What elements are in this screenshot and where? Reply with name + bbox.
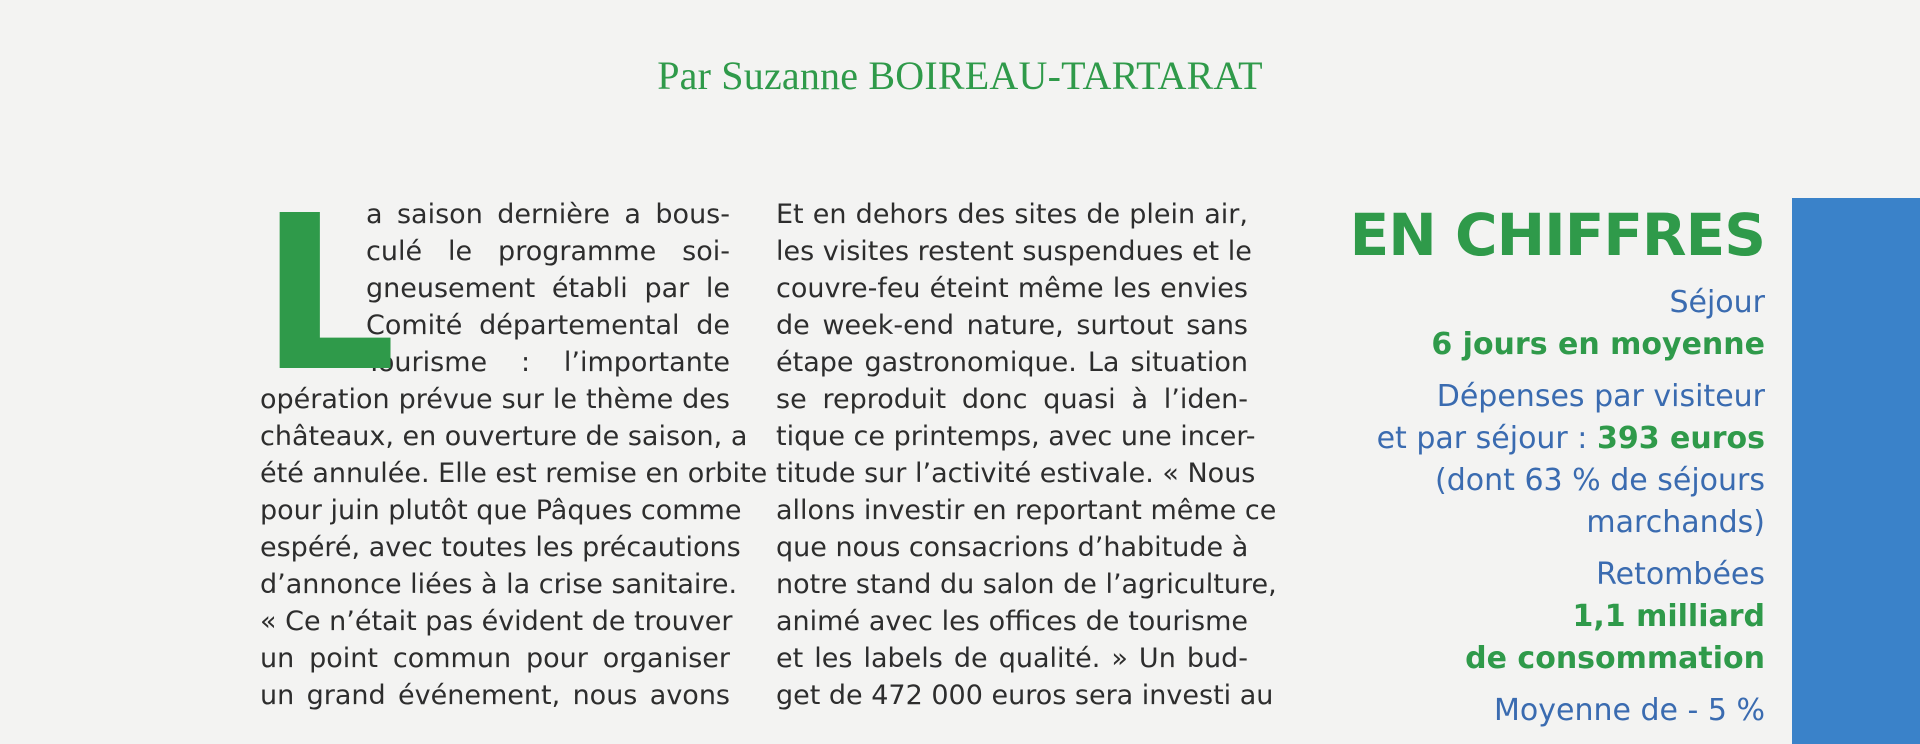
- sidebar-heading: EN CHIFFRES: [1349, 201, 1765, 269]
- depenses-note-1: (dont 63 % de séjours: [1435, 463, 1765, 498]
- text-line: pour juin plutôt que Pâques comme: [260, 495, 742, 526]
- text-line: se reproduit donc quasi à l’iden-: [776, 384, 1248, 415]
- text-line: de week-end nature, surtout sans: [776, 310, 1248, 341]
- cut-off-line: Moyenne de - 5 %: [1494, 693, 1765, 728]
- text-line: notre stand du salon de l’agriculture,: [776, 569, 1277, 600]
- text-line: que nous consacrions d’habitude à: [776, 532, 1249, 563]
- retombees-value-1: 1,1 milliard: [1572, 599, 1765, 634]
- article-column-1: [260, 170, 768, 714]
- retombees-block: [1305, 554, 1765, 680]
- text-line: « Ce n’était pas évident de trouver: [260, 606, 733, 637]
- text-line: allons investir en reportant même ce: [776, 495, 1277, 526]
- drop-cap: L: [260, 170, 397, 419]
- text-line: tique ce printemps, avec une incer-: [776, 421, 1256, 452]
- text-line: étape gastronomique. La situation: [776, 347, 1248, 378]
- text-line: un grand événement, nous avons: [260, 680, 730, 711]
- figures-sidebar: [1305, 200, 1765, 732]
- text-line: animé avec les offices de tourisme: [776, 606, 1248, 637]
- depenses-line-2: [1305, 418, 1765, 460]
- retombees-label: Retombées: [1596, 557, 1765, 592]
- text-line: gneusement établi par le: [366, 273, 730, 304]
- text-line: d’annonce liées à la crise sanitaire.: [260, 569, 738, 600]
- text-line: châteaux, en ouverture de saison, a: [260, 421, 748, 452]
- text-line: Tourisme : l’importante: [366, 347, 730, 378]
- depenses-block: [1305, 376, 1765, 544]
- text-line: culé le programme soi-: [366, 236, 730, 267]
- text-line: Et en dehors des sites de plein air,: [776, 199, 1248, 230]
- depenses-value: 393 euros: [1596, 421, 1765, 456]
- depenses-line-1: Dépenses par visiteur: [1436, 379, 1765, 414]
- depenses-note-2: marchands): [1586, 505, 1765, 540]
- byline: Par Suzanne BOIREAU-TARTARAT: [657, 53, 1263, 98]
- sejour-label: Séjour: [1669, 285, 1765, 320]
- text-line: opération prévue sur le thème des: [260, 384, 730, 415]
- article-column-2: [776, 196, 1277, 714]
- blue-side-bar: [1792, 198, 1920, 744]
- text-line: espéré, avec toutes les précautions: [260, 532, 741, 563]
- retombees-value-2: de consommation: [1465, 641, 1765, 676]
- text-line: titude sur l’activité estivale. « Nous: [776, 458, 1256, 489]
- text-line: couvre-feu éteint même les envies: [776, 273, 1248, 304]
- text-line: Comité départemental de: [366, 310, 730, 341]
- sejour-value: 6 jours en moyenne: [1431, 327, 1765, 362]
- text-line: été annulée. Elle est remise en orbite: [260, 458, 768, 489]
- depenses-prefix: et par séjour :: [1376, 421, 1597, 456]
- text-line: les visites restent suspendues et le: [776, 236, 1252, 267]
- text-line: un point commun pour organiser: [260, 643, 730, 674]
- text-line: a saison dernière a bous-: [366, 199, 730, 230]
- sejour-block: [1305, 282, 1765, 366]
- text-line: et les labels de qualité. » Un bud-: [776, 643, 1248, 674]
- text-line: get de 472 000 euros sera investi au: [776, 680, 1274, 711]
